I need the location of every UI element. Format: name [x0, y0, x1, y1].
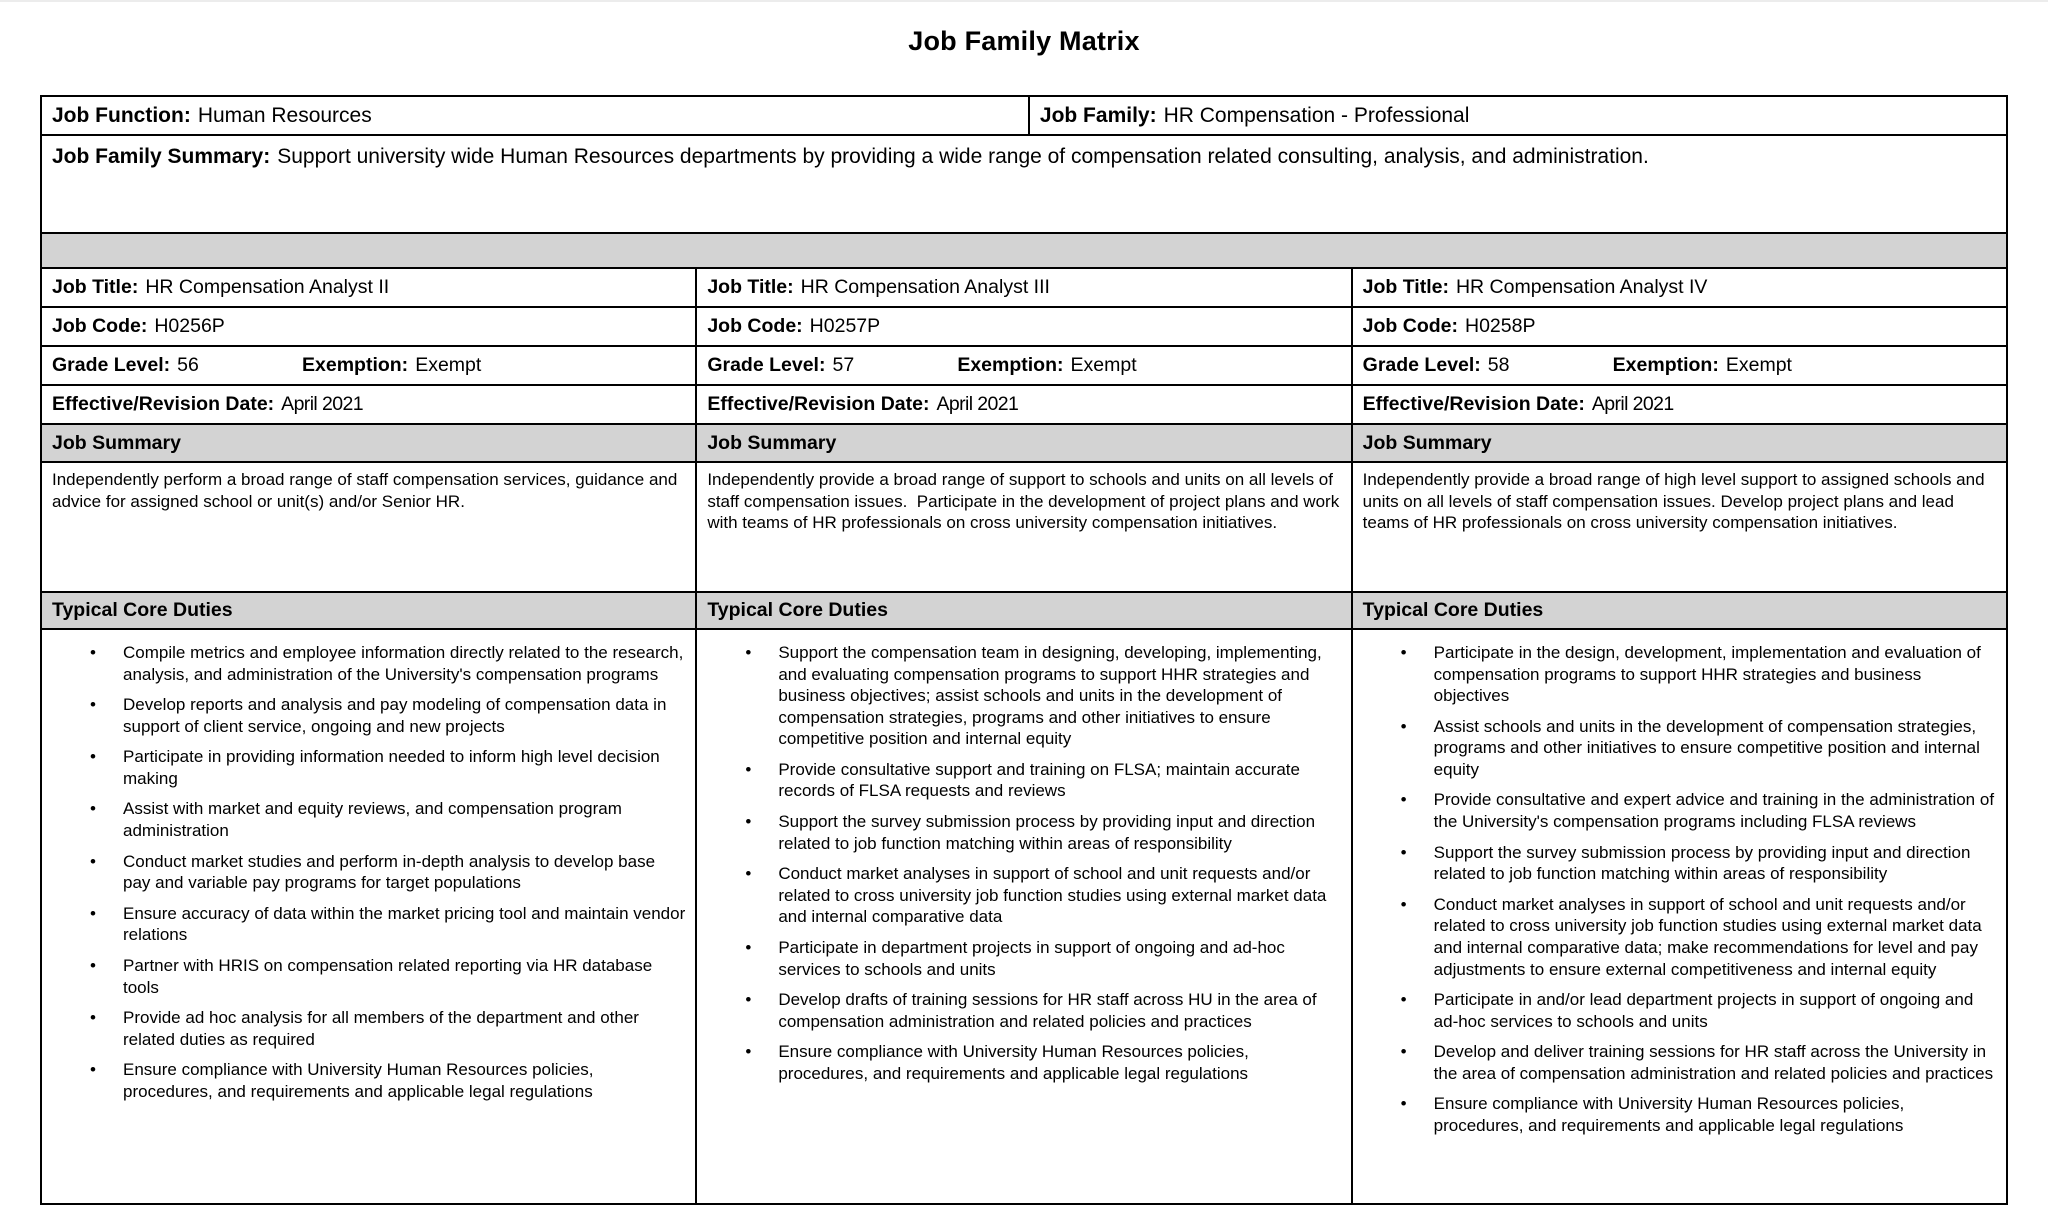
document-page [0, 2, 2048, 1230]
job-family-matrix-table [40, 95, 2008, 1205]
effective-date-value: April 2021 [281, 393, 363, 415]
exemption-group [1613, 354, 1792, 377]
duty-item: • Provide consultative and expert advice and training in the administration of the University's compensation programs including FLSA reviews [1401, 789, 1996, 832]
duty-item: • Ensure compliance with University Human Resources policies, procedures, and requirements and applicable legal regulations [745, 1041, 1340, 1084]
duties-list [1353, 642, 2000, 1137]
duties-cell [1353, 628, 2006, 1203]
typical-core-duties-header [42, 591, 695, 628]
duty-item: • Develop drafts of training sessions for HR staff across HU in the area of compensation administration and related policies and practices [745, 989, 1340, 1032]
grade-level-label: Grade Level: [52, 354, 171, 376]
job-function-value: Human Resources [197, 103, 372, 127]
job-family-summary-label: Job Family Summary: [52, 145, 271, 168]
typical-core-duties-header-label: Typical Core Duties [52, 599, 233, 621]
duties-cell [42, 628, 695, 1203]
duty-item: • Compile metrics and employee information directly related to the research, analysis, and administration of the University's compensation programs [90, 642, 685, 685]
job-family-summary-value: Support university wide Human Resources departments by providing a wide range of compensation related consulting, analysis, and administration. [277, 145, 1649, 168]
job-family-cell [1030, 97, 2006, 134]
job-column [695, 269, 1350, 1203]
duty-item: • Participate in and/or lead department projects in support of ongoing and ad-hoc services to schools and units [1401, 989, 1996, 1032]
duty-item: • Participate in the design, development, implementation and evaluation of compensation programs to support HHR strategies and business objectives [1401, 642, 1996, 707]
separator-band [42, 232, 2006, 267]
job-family-value: HR Compensation - Professional [1163, 103, 1470, 127]
exemption-value: Exempt [1725, 354, 1792, 376]
duty-item: • Conduct market analyses in support of school and unit requests and/or related to cross university job function studies using external market data and internal comparative data; make recommendations for level and pay adjustments to ensure external competitiveness and internal equity [1401, 894, 1996, 980]
job-columns-container [42, 267, 2006, 1203]
effective-date-row [1353, 384, 2006, 423]
job-code-value: H0256P [154, 315, 225, 337]
job-title-value: HR Compensation Analyst II [145, 276, 390, 298]
exemption-label: Exemption: [957, 354, 1064, 376]
effective-date-label: Effective/Revision Date: [707, 393, 930, 415]
grade-level-label: Grade Level: [707, 354, 826, 376]
duty-item: • Participate in providing information needed to inform high level decision making [90, 746, 685, 789]
job-summary-header-label: Job Summary [707, 431, 837, 454]
job-code-label: Job Code: [52, 315, 148, 337]
duty-item: • Assist schools and units in the development of compensation strategies, programs and other initiatives to ensure competitive position and internal equity [1401, 716, 1996, 781]
grade-level-group [52, 354, 302, 377]
job-summary-header [697, 423, 1350, 461]
job-family-summary-cell [42, 134, 2006, 232]
duty-item: • Support the compensation team in designing, developing, implementing, and evaluating compensation programs to support HHR strategies and business objectives; assist schools and units in the development of compensation strategies, programs and other initiatives to ensure competitive position and internal equity [745, 642, 1340, 750]
effective-date-value: April 2021 [936, 393, 1019, 415]
duty-item: • Support the survey submission process by providing input and direction related to job function matching within areas of responsibility [1401, 842, 1996, 885]
job-column [42, 269, 695, 1203]
exemption-label: Exemption: [1612, 354, 1719, 376]
typical-core-duties-header-label: Typical Core Duties [1362, 599, 1544, 621]
effective-date-row [697, 384, 1350, 423]
duty-item: • Develop reports and analysis and pay modeling of compensation data in support of client service, ongoing and new projects [90, 694, 685, 737]
typical-core-duties-header [697, 591, 1350, 628]
duty-item: • Conduct market studies and perform in-depth analysis to develop base pay and variable pay programs for target populations [90, 851, 685, 894]
job-function-label: Job Function: [52, 103, 191, 127]
duties-list [697, 642, 1344, 1084]
job-function-cell [42, 97, 1030, 134]
job-code-value: H0258P [1465, 315, 1536, 337]
job-code-label: Job Code: [1362, 315, 1458, 337]
job-summary-header-label: Job Summary [1362, 431, 1492, 454]
duty-item: • Support the survey submission process by providing input and direction related to job function matching within areas of responsibility [745, 811, 1340, 854]
job-family-label: Job Family: [1039, 103, 1157, 127]
duty-item: • Assist with market and equity reviews, and compensation program administration [90, 798, 685, 841]
exemption-label: Exemption: [302, 354, 409, 376]
exemption-value: Exempt [1070, 354, 1137, 376]
effective-date-label: Effective/Revision Date: [1362, 393, 1585, 415]
grade-exemption-row [1353, 345, 2006, 384]
duty-item: • Provide consultative support and training on FLSA; maintain accurate records of FLSA requests and reviews [745, 759, 1340, 802]
exemption-group [302, 354, 481, 377]
job-column [1351, 269, 2006, 1203]
grade-exemption-row [42, 345, 695, 384]
typical-core-duties-header [1353, 591, 2006, 628]
typical-core-duties-header-label: Typical Core Duties [707, 599, 888, 621]
duty-item: • Develop and deliver training sessions for HR staff across the University in the area of compensation administration and related policies and practices [1401, 1041, 1996, 1084]
job-code-value: H0257P [809, 315, 881, 337]
job-title-row [697, 269, 1350, 306]
grade-level-value: 57 [832, 354, 855, 376]
page-title: Job Family Matrix [908, 26, 1140, 56]
duties-cell [697, 628, 1350, 1203]
job-code-row [1353, 306, 2006, 345]
grade-level-group [1363, 354, 1613, 377]
exemption-group [957, 354, 1136, 377]
job-title-label: Job Title: [707, 276, 794, 298]
job-summary-text: Independently perform a broad range of staff compensation services, guidance and advice for assigned school or unit(s) and/or Senior HR. [42, 461, 695, 591]
job-title-value: HR Compensation Analyst IV [1455, 276, 1708, 298]
job-summary-header [42, 423, 695, 461]
duty-item: • Ensure accuracy of data within the market pricing tool and maintain vendor relations [90, 903, 685, 946]
job-code-row [42, 306, 695, 345]
grade-level-label: Grade Level: [1362, 354, 1481, 376]
exemption-value: Exempt [415, 354, 482, 376]
job-summary-text: Independently provide a broad range of high level support to assigned schools and units on all levels of staff compensation issues. Develop project plans and lead teams of HR professionals on cross university compensation initiatives. [1353, 461, 2006, 591]
job-title-row [1353, 269, 2006, 306]
duties-list [42, 642, 689, 1102]
job-title-label: Job Title: [1362, 276, 1449, 298]
effective-date-row [42, 384, 695, 423]
duty-item: • Provide ad hoc analysis for all members of the department and other related duties as required [90, 1007, 685, 1050]
job-title-value: HR Compensation Analyst III [800, 276, 1050, 298]
grade-level-group [707, 354, 957, 377]
job-summary-text: Independently provide a broad range of support to schools and units on all levels of staff compensation issues. Participate in the development of project plans and work with teams of HR professionals on cross university compensation initiatives. [697, 461, 1350, 591]
duty-item: • Ensure compliance with University Human Resources policies, procedures, and requirements and applicable legal regulations [90, 1059, 685, 1102]
duty-item: • Ensure compliance with University Human Resources policies, procedures, and requirements and applicable legal regulations [1401, 1093, 1996, 1136]
job-title-row [42, 269, 695, 306]
job-summary-header-label: Job Summary [52, 431, 181, 454]
grade-exemption-row [697, 345, 1350, 384]
effective-date-label: Effective/Revision Date: [52, 393, 275, 415]
duty-item: • Participate in department projects in support of ongoing and ad-hoc services to schools and units [745, 937, 1340, 980]
job-code-row [697, 306, 1350, 345]
grade-level-value: 56 [177, 354, 199, 376]
job-title-label: Job Title: [52, 276, 139, 298]
duty-item: • Conduct market analyses in support of school and unit requests and/or related to cross university job function studies using external market data and internal comparative data [745, 863, 1340, 928]
effective-date-value: April 2021 [1591, 393, 1674, 415]
grade-level-value: 58 [1487, 354, 1510, 376]
job-code-label: Job Code: [707, 315, 803, 337]
function-family-row [42, 97, 2006, 134]
job-summary-header [1353, 423, 2006, 461]
duty-item: • Partner with HRIS on compensation related reporting via HR database tools [90, 955, 685, 998]
